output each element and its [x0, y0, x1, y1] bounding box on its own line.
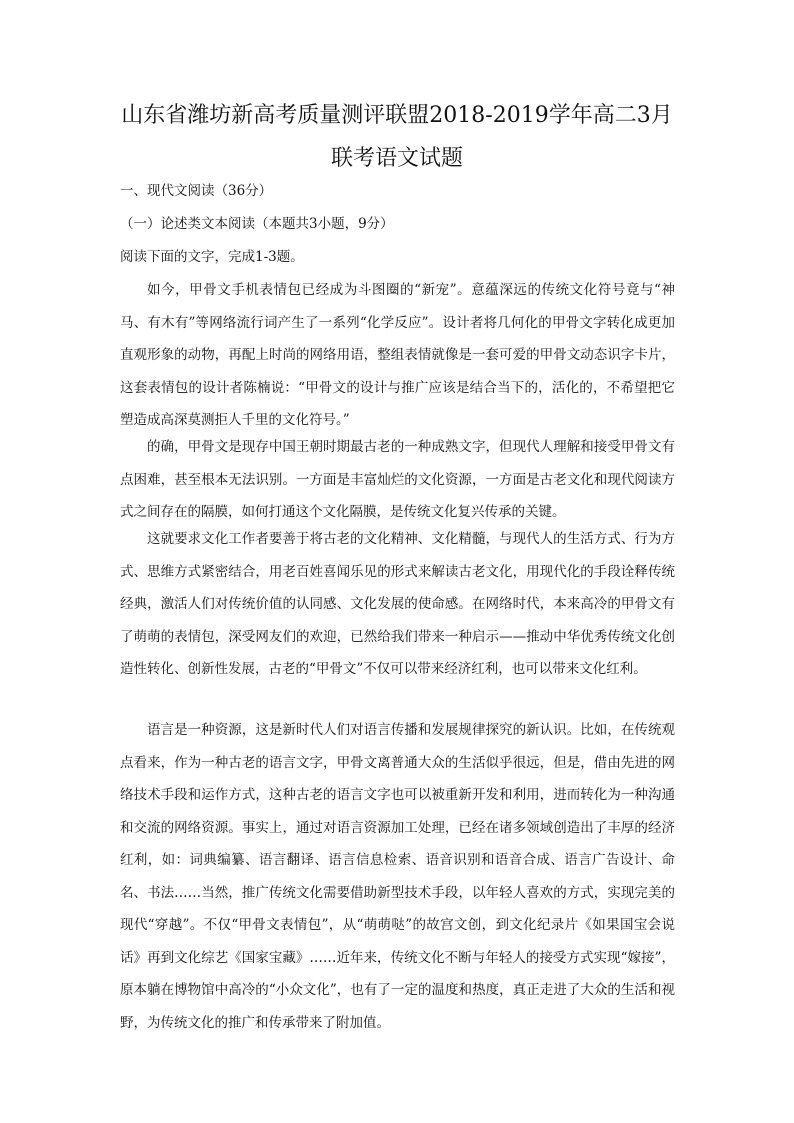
reading-instruction: 阅读下面的文字，完成1-3题。 — [120, 249, 304, 265]
passage-paragraph-1: 如今，甲骨文手机表情包已经成为斗图圈的“新宠”。意蕴深远的传统文化符号竟与“神马、有木有”等网络流行词产生了一系列“化学反应”。设计者将几何化的甲骨文字转化成更加直观形象的动物，再配上时尚的网络用语，整组表情就像是一套可爱的甲骨文动态识字卡片，这套表情包的设计者陈楠说：“甲骨文的设计与推广应该是结合当下的，活化的，不希望把它塑造成高深莫测拒人千里的文化符号。” — [120, 282, 675, 428]
subsection-heading: （一）论述类文本阅读（本题共3小题，9分） — [120, 216, 394, 232]
passage-paragraph-4: 语言是一种资源，这是新时代人们对语言传播和发展规律探究的新认识。比如，在传统观点看来，作为一种古老的语言文字，甲骨文离普通大众的生活似乎很远，但是，借由先进的网络技术手段和运作方式，这种古老的语言文字也可以被重新开发和利用，进而转化为一种沟通和交流的网络资源。事实上，通过对语言资源加工处理，已经在诸多领域创造出了丰厚的经济红利，如：词典编纂、语言翻译、语言信息检索、语音识别和语音合成、语言广告设计、命名、书法……当然，推广传统文化需要借助新型技术手段，以年轻人喜欢的方式，实现完美的现代“穿越”。不仅“甲骨文表情包”，从“萌萌哒”的故宫文创，到文化纪录片《如果国宝会说话》再到文化综艺《国家宝藏》……近年来，传统文化不断与年轻人的接受方式实现“嫁接”，原本躺在博物馆中高冷的“小众文化”，也有了一定的温度和热度，真正走进了大众的生活和视野，为传统文化的推广和传承带来了附加值。 — [120, 722, 675, 1031]
passage-paragraph-2: 的确，甲骨文是现存中国王朝时期最古老的一种成熟文字，但现代人理解和接受甲骨文有点困难，甚至根本无法识别。一方面是丰富灿烂的文化资源，一方面是古老文化和现代阅读方式之间存在的隔膜，如何打通这个文化隔膜，是传统文化复兴传承的关键。 — [120, 439, 675, 520]
page-title-line-1: 山东省潍坊新高考质量测评联盟2018-2019学年高二3月 — [121, 103, 673, 128]
passage-paragraph-3: 这就要求文化工作者要善于将古老的文化精神、文化精髓，与现代人的生活方式、行为方式、思维方式紧密结合，用老百姓喜闻乐见的形式来解读古老文化，用现代化的手段诠释传统经典，激活人们对传统价值的认同感、文化发展的使命感。在网络时代，本来高冷的甲骨文有了萌萌的表情包，深受网友们的欢迎，已然给我们带来一种启示——推动中华优秀传统文化创造性转化、创新性发展，古老的“甲骨文”不仅可以带来经济红利，也可以带来文化红利。 — [120, 531, 675, 677]
page-title-line-2: 联考语文试题 — [330, 146, 463, 171]
section-heading: 一、现代文阅读（36分） — [120, 183, 273, 199]
